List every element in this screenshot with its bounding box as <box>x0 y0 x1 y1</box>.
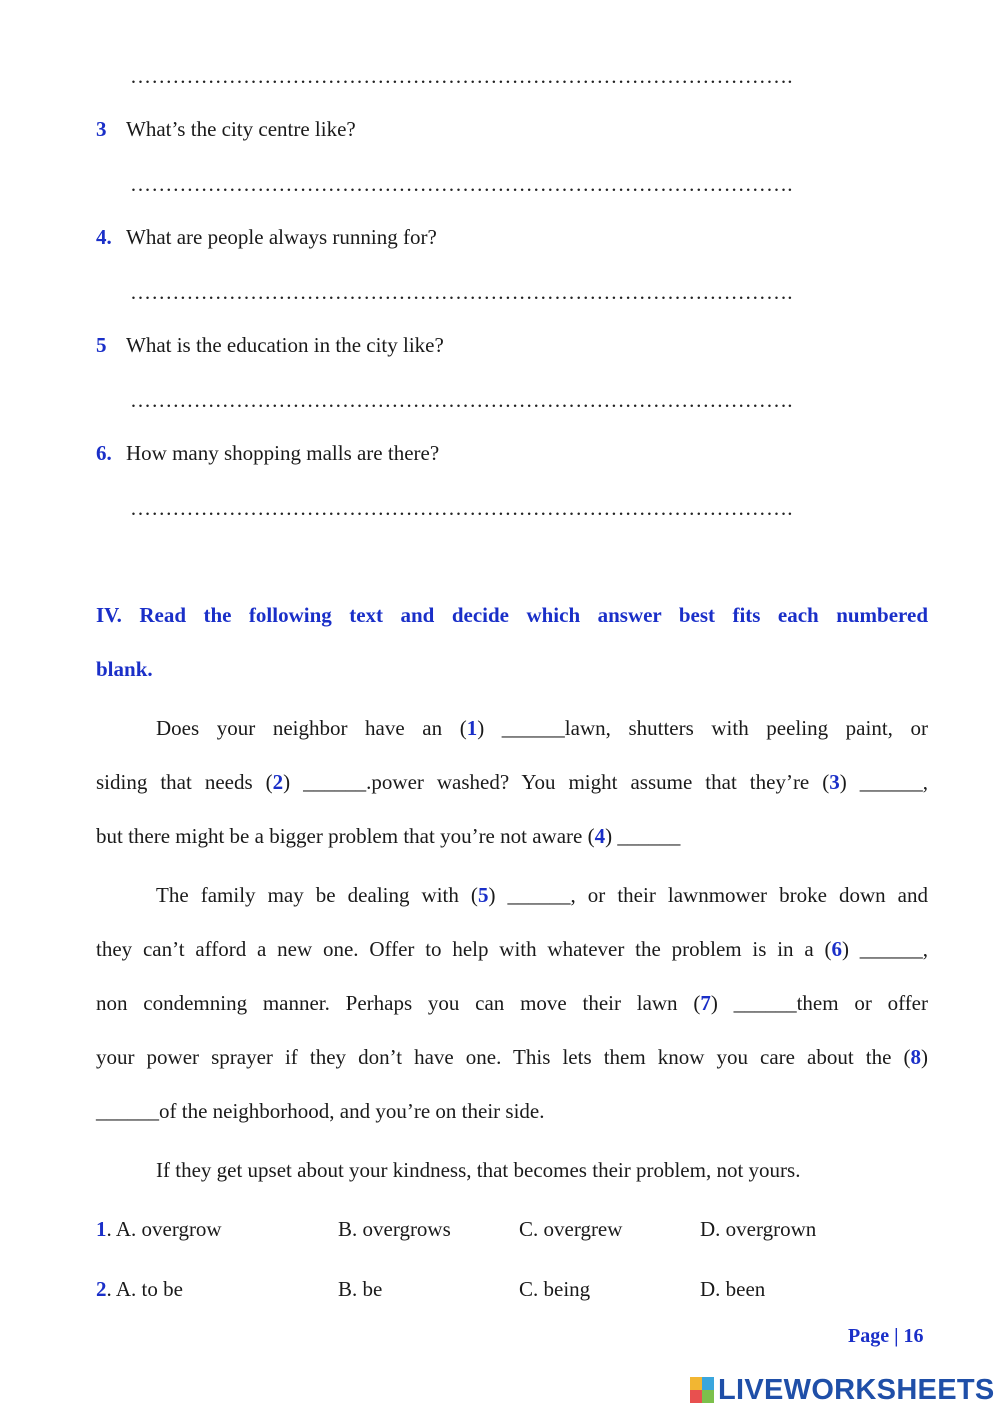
passage-line: they can’t afford a new one. Offer to help with whatever the problem is in a (6) ______, <box>96 937 928 961</box>
logo-square <box>702 1377 714 1390</box>
option-c[interactable]: C. being <box>519 1277 591 1301</box>
question-number: 4. <box>96 225 112 249</box>
section-title <box>96 588 928 696</box>
answer-line-6[interactable]: …………………………………………………………………………………. <box>130 496 793 520</box>
question-number: 5 <box>96 333 107 357</box>
question-text: How many shopping malls are there? <box>126 441 440 465</box>
question-text: What’s the city centre like? <box>126 117 356 141</box>
answer-line-5[interactable]: …………………………………………………………………………………. <box>130 388 793 412</box>
blank-number: 7 <box>700 991 711 1015</box>
question-number: 3 <box>96 117 107 141</box>
blank-number: 3 <box>829 770 840 794</box>
liveworksheets-logo <box>690 1373 995 1407</box>
question-number: 6. <box>96 441 112 465</box>
blank-number: 4 <box>594 824 606 848</box>
passage-line: but there might be a bigger problem that you’re not aware (4) ______ <box>96 824 681 848</box>
question-text: What are people always running for? <box>126 225 437 249</box>
answer-line-2[interactable]: …………………………………………………………………………………. <box>130 64 793 88</box>
logo-icon <box>690 1377 714 1403</box>
passage-line: your power sprayer if they don’t have one. This lets them know you care about the (8) <box>96 1045 928 1069</box>
option-a[interactable]: 2. A. to be <box>96 1277 183 1301</box>
option-b[interactable]: B. overgrows <box>338 1217 451 1241</box>
question-4 <box>96 225 437 250</box>
passage-line: siding that needs (2) ______.power washed? You might assume that they’re (3) ______, <box>96 770 929 794</box>
option-a[interactable]: 1. A. overgrow <box>96 1217 222 1241</box>
passage-line: If they get upset about your kindness, that becomes their problem, not yours. <box>156 1158 801 1182</box>
page-number: Page | 16 <box>848 1325 924 1347</box>
logo-square <box>702 1390 714 1403</box>
passage-line: The family may be dealing with (5) ______, or their lawnmower broke down and <box>156 883 928 907</box>
options-row-2 <box>96 1277 928 1307</box>
option-d[interactable]: D. overgrown <box>700 1217 817 1241</box>
question-3 <box>96 117 356 142</box>
section-title-line-2: blank. <box>96 657 153 681</box>
option-c[interactable]: C. overgrew <box>519 1217 623 1241</box>
options-row-1 <box>96 1217 928 1247</box>
blank-number: 1 <box>466 716 478 740</box>
blank-number: 8 <box>910 1045 921 1069</box>
question-6 <box>96 441 439 466</box>
blank-number: 5 <box>477 883 489 907</box>
logo-square <box>690 1377 702 1390</box>
logo-text: LIVEWORKSHEETS <box>718 1373 995 1406</box>
section-title-line-1: IV. Read the following text and decide which answer best fits each numbered <box>96 603 928 627</box>
question-5 <box>96 333 444 358</box>
question-text: What is the education in the city like? <box>126 333 444 357</box>
passage-line: Does your neighbor have an (1) ______lawn, shutters with peeling paint, or <box>156 716 928 740</box>
option-b[interactable]: B. be <box>338 1277 383 1301</box>
logo-square <box>690 1390 702 1403</box>
option-d[interactable]: D. been <box>700 1277 766 1301</box>
blank-number: 2 <box>272 770 284 794</box>
passage-line: ______of the neighborhood, and you’re on their side. <box>96 1099 545 1123</box>
answer-line-4[interactable]: …………………………………………………………………………………. <box>130 280 793 304</box>
answer-line-3[interactable]: …………………………………………………………………………………. <box>130 172 793 196</box>
passage-line: non condemning manner. Perhaps you can move their lawn (7) ______them or offer <box>96 991 928 1015</box>
blank-number: 6 <box>831 937 842 961</box>
